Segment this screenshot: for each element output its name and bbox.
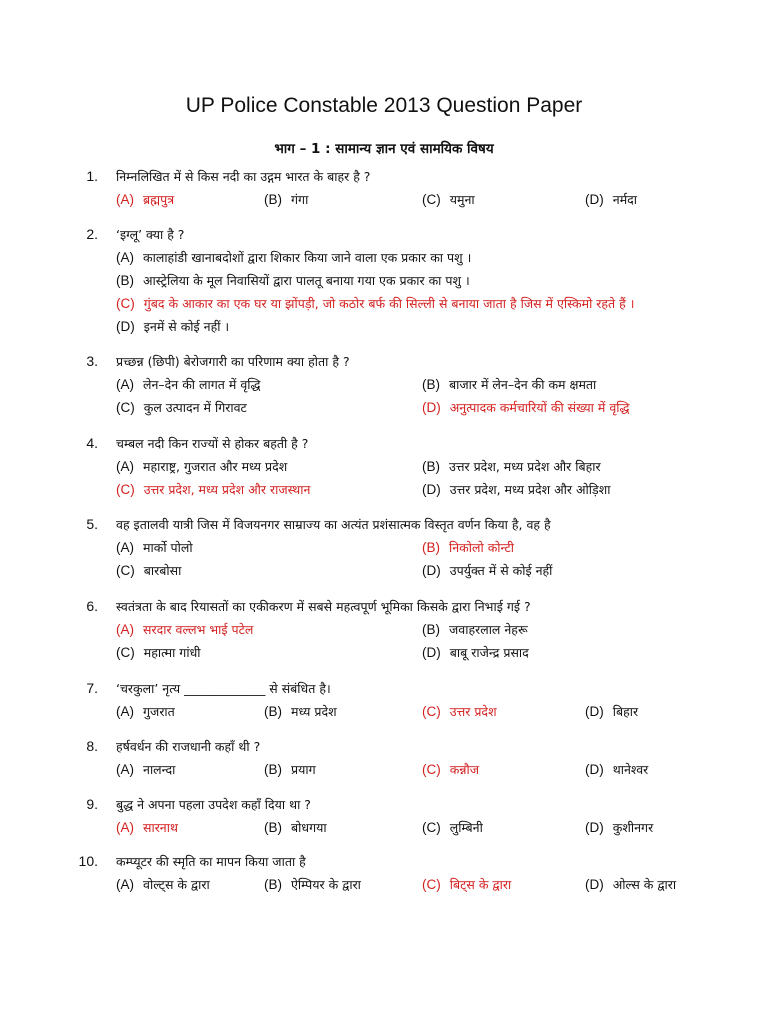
option-label: (C) (116, 645, 135, 660)
option-a-correct (116, 621, 253, 638)
option-text: बिहार (612, 704, 639, 719)
option-label: (B) (422, 459, 440, 474)
option-text: नर्मदा (612, 192, 638, 207)
option-label: (B) (116, 273, 134, 288)
option-text: बारबोसा (143, 563, 182, 578)
option-d (585, 819, 653, 836)
question-text: कम्प्यूटर की स्मृति का मापन किया जाता है (116, 854, 306, 869)
option-b-correct (422, 539, 514, 556)
option-text: सरदार वल्लभ भाई पटेल (143, 622, 254, 637)
option-text: महात्मा गांधी (143, 645, 201, 660)
option-label: (C) (116, 400, 135, 415)
option-text: उत्तर प्रदेश (449, 704, 497, 719)
option-label: (C) (422, 704, 441, 719)
option-label: (A) (116, 250, 134, 265)
option-label: (A) (116, 820, 134, 835)
option-label: (A) (116, 192, 134, 207)
option-text: लुम्बिनी (449, 820, 483, 835)
option-c (116, 399, 247, 416)
option-text: नालन्दा (143, 762, 176, 777)
option-c (422, 191, 475, 208)
option-b (264, 819, 327, 836)
question-text: ‘चरकुला’ नृत्य _____________ से संबंधित है। (116, 681, 331, 696)
option-b (422, 458, 601, 475)
option-text: महाराष्ट्र, गुजरात और मध्य प्रदेश (143, 459, 288, 474)
option-label: (D) (585, 877, 604, 892)
option-label: (D) (585, 192, 604, 207)
option-text: गुजरात (143, 704, 175, 719)
option-label: (A) (116, 877, 134, 892)
option-text: उत्तर प्रदेश, मध्य प्रदेश और ओड़िशा (449, 482, 611, 497)
section-heading: भाग – 1 : सामान्य ज्ञान एवं सामयिक विषय (274, 141, 494, 157)
option-c (422, 819, 483, 836)
option-label: (B) (422, 622, 440, 637)
question-number: 8. (86, 738, 98, 754)
option-d (116, 318, 229, 335)
option-label: (C) (422, 877, 441, 892)
option-label: (B) (264, 877, 282, 892)
option-label: (D) (422, 645, 441, 660)
question-number: 10. (78, 853, 98, 869)
option-a (116, 761, 175, 778)
question-number: 6. (86, 598, 98, 614)
option-b (422, 376, 596, 393)
question-number: 9. (86, 796, 98, 812)
option-text: आस्ट्रेलिया के मूल निवासियों द्वारा पालतू बनाया गया एक प्रकार का पशु । (143, 273, 470, 288)
question-number: 1. (86, 168, 98, 184)
option-label: (C) (116, 563, 135, 578)
option-label: (A) (116, 459, 134, 474)
option-label: (B) (264, 192, 282, 207)
option-c-correct (116, 481, 310, 498)
option-text: मार्को पोलो (143, 540, 193, 555)
option-text: कालाहांडी खानाबदोशों द्वारा शिकार किया जाने वाला एक प्रकार का पशु । (143, 250, 472, 265)
option-a (116, 249, 471, 266)
option-a (116, 458, 287, 475)
option-label: (C) (422, 762, 441, 777)
option-d (422, 562, 552, 579)
option-b (422, 621, 528, 638)
option-text: कन्नौज (449, 762, 479, 777)
option-b (264, 876, 361, 893)
question-number: 7. (86, 680, 98, 696)
option-text: ब्रह्मपुत्र (143, 192, 175, 207)
option-text: प्रयाग (291, 762, 316, 777)
question-number: 5. (86, 516, 98, 532)
option-a (116, 876, 210, 893)
option-d (585, 703, 638, 720)
option-text: गुंबद के आकार का एक घर या झोंपड़ी, जो कठोर बर्फ की सिल्ली से बनाया जाता है जिस में एस्किमो रहते हैं । (143, 296, 635, 311)
option-text: अनुत्पादक कर्मचारियों की संख्या में वृद्धि (449, 400, 630, 415)
option-text: वोल्ट्स के द्वारा (143, 877, 210, 892)
option-text: यमुना (449, 192, 475, 207)
option-d (422, 481, 610, 498)
page-title: UP Police Constable 2013 Question Paper (185, 94, 583, 117)
option-a (116, 703, 175, 720)
option-b (264, 761, 316, 778)
option-c-correct (422, 703, 497, 720)
option-text: बाबू राजेन्द्र प्रसाद (449, 645, 529, 660)
question-text: वह इतालवी यात्री जिस में विजयनगर साम्राज्य का अत्यंत प्रशंसात्मक विस्तृत वर्णन किया है, वह है (116, 517, 551, 532)
option-d-correct (422, 399, 630, 416)
option-label: (C) (116, 482, 135, 497)
option-text: कुशीनगर (612, 820, 654, 835)
option-label: (A) (116, 704, 134, 719)
option-label: (A) (116, 540, 134, 555)
option-text: सारनाथ (143, 820, 178, 835)
question-number: 4. (86, 435, 98, 451)
option-d (422, 644, 529, 661)
option-text: बिट्स के द्वारा (449, 877, 512, 892)
option-label: (D) (585, 704, 604, 719)
option-c-correct (422, 761, 479, 778)
option-label: (C) (422, 820, 441, 835)
question-text: निम्नलिखित में से किस नदी का उद्गम भारत के बाहर है ? (116, 169, 371, 184)
option-label: (B) (422, 540, 440, 555)
option-text: निकोलो कोन्टी (449, 540, 514, 555)
question-number: 3. (86, 353, 98, 369)
question-text: हर्षवर्धन की राजधानी कहाँ थी ? (116, 739, 261, 754)
option-c (116, 644, 201, 661)
option-a (116, 376, 261, 393)
option-label: (C) (422, 192, 441, 207)
option-text: बाजार में लेन–देन की कम क्षमता (449, 377, 597, 392)
option-d (585, 876, 676, 893)
option-label: (D) (422, 482, 441, 497)
option-label: (D) (585, 820, 604, 835)
option-text: बोधगया (291, 820, 327, 835)
option-c-correct (422, 876, 511, 893)
option-d (585, 761, 648, 778)
option-label: (B) (264, 704, 282, 719)
question-text: प्रच्छन्न (छिपी) बेरोजगारी का परिणाम क्या होता है ? (116, 354, 350, 369)
option-label: (A) (116, 377, 134, 392)
option-label: (B) (264, 820, 282, 835)
option-label: (D) (422, 400, 441, 415)
option-a-correct (116, 819, 178, 836)
question-number: 2. (86, 226, 98, 242)
question-text: बुद्ध ने अपना पहला उपदेश कहाँ दिया था ? (116, 797, 311, 812)
question-text: ‘इग्लू’ क्या है ? (116, 227, 185, 242)
option-d (585, 191, 637, 208)
option-text: लेन–देन की लागत में वृद्धि (143, 377, 261, 392)
option-text: जवाहरलाल नेहरू (449, 622, 528, 637)
option-text: कुल उत्पादन में गिरावट (143, 400, 247, 415)
option-label: (D) (585, 762, 604, 777)
option-text: इनमें से कोई नहीं । (143, 319, 230, 334)
option-text: उत्तर प्रदेश, मध्य प्रदेश और राजस्थान (143, 482, 311, 497)
option-text: ऐम्पियर के द्वारा (291, 877, 361, 892)
option-text: थानेश्वर (612, 762, 649, 777)
question-text: चम्बल नदी किन राज्यों से होकर बहती है ? (116, 436, 309, 451)
option-text: उपर्युक्त में से कोई नहीं (449, 563, 553, 578)
option-label: (A) (116, 762, 134, 777)
option-b (264, 191, 308, 208)
option-label: (B) (264, 762, 282, 777)
option-a (116, 539, 193, 556)
option-a-correct (116, 191, 174, 208)
option-c-correct (116, 295, 634, 312)
option-text: गंगा (291, 192, 309, 207)
option-label: (C) (116, 296, 135, 311)
option-label: (D) (116, 319, 135, 334)
option-b (116, 272, 470, 289)
option-text: उत्तर प्रदेश, मध्य प्रदेश और बिहार (449, 459, 601, 474)
option-label: (B) (422, 377, 440, 392)
option-text: मध्य प्रदेश (291, 704, 337, 719)
question-text: स्वतंत्रता के बाद रियासतों का एकीकरण में सबसे महत्वपूर्ण भूमिका किसके द्वारा निभाई गई ? (116, 599, 531, 614)
option-c (116, 562, 181, 579)
option-label: (D) (422, 563, 441, 578)
option-text: ओल्स के द्वारा (612, 877, 677, 892)
option-label: (A) (116, 622, 134, 637)
option-b (264, 703, 337, 720)
